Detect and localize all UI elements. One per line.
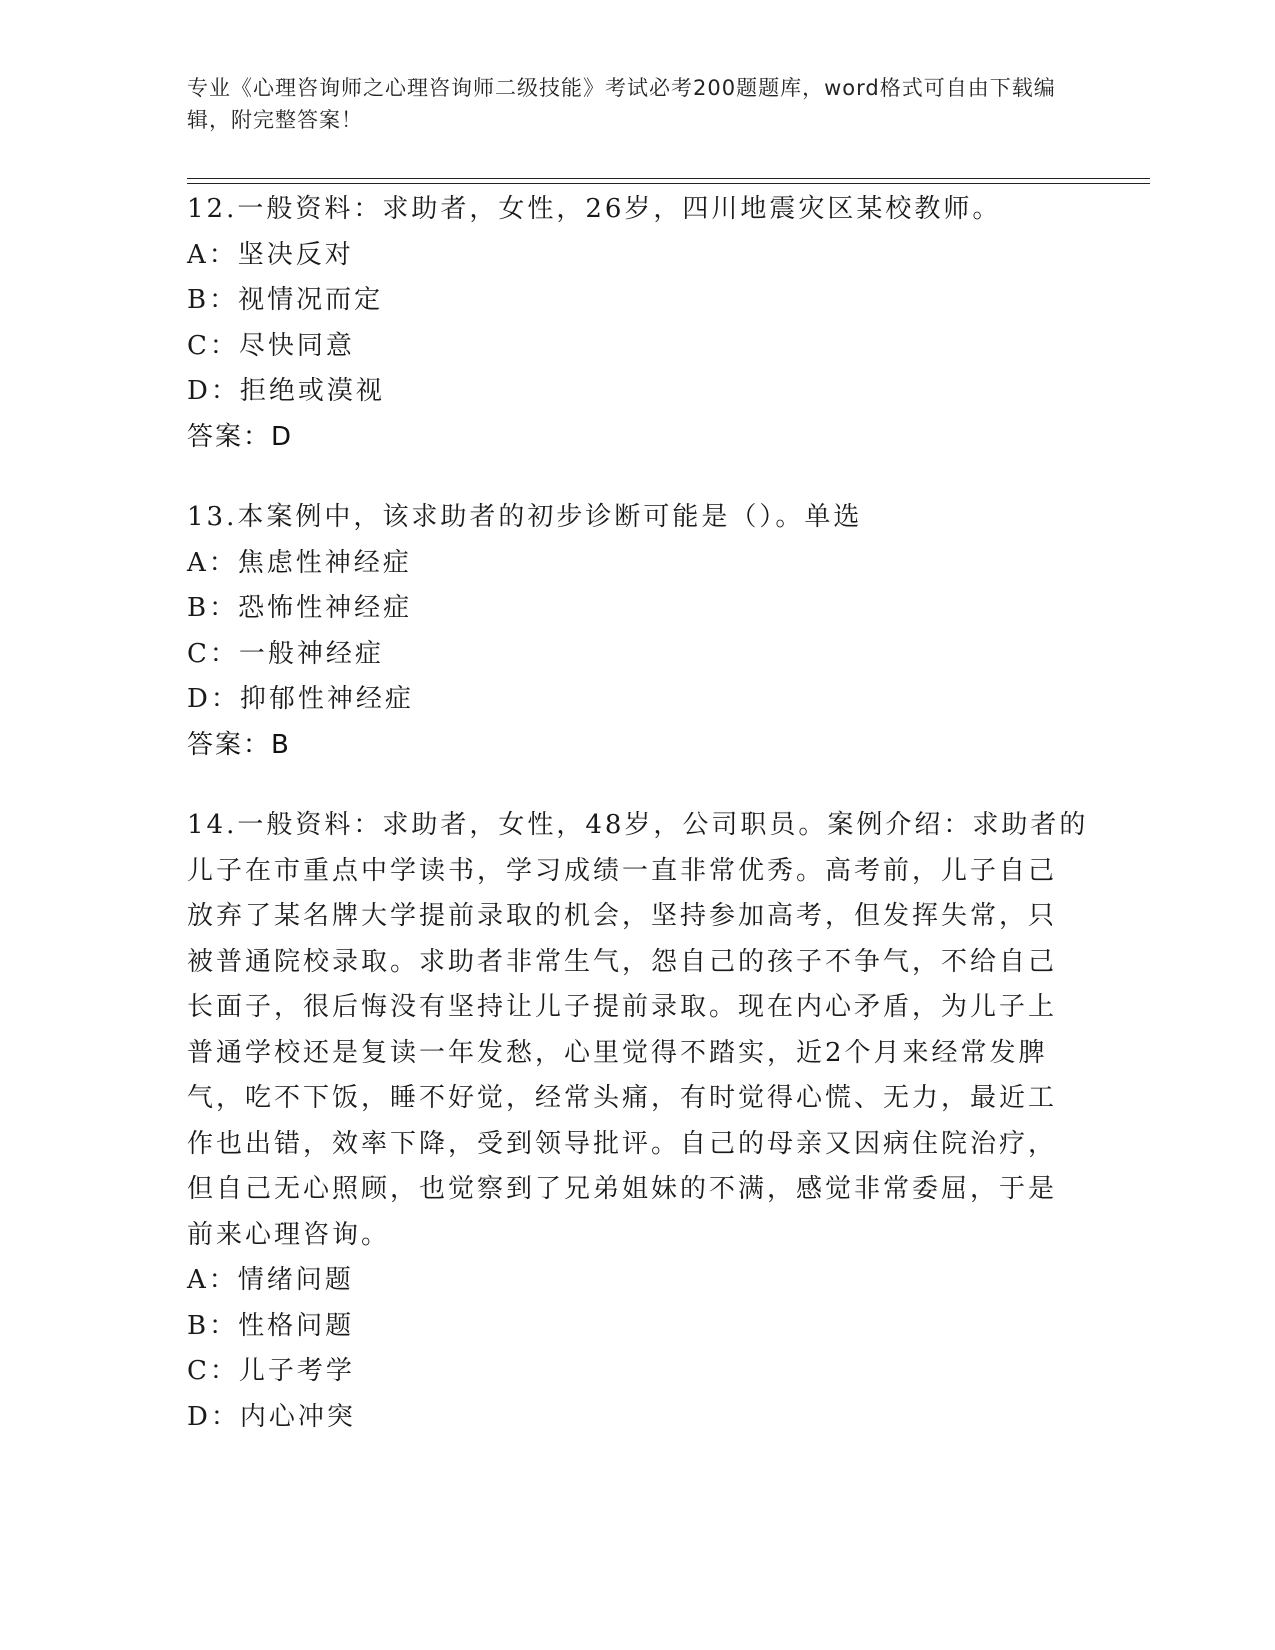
question-stem-line: 放弃了某名牌大学提前录取的机会，坚持参加高考，但发挥失常，只 bbox=[187, 901, 1058, 931]
question-stem-line: 长面子，很后悔没有坚持让儿子提前录取。现在内心矛盾，为儿子上 bbox=[187, 992, 1058, 1022]
option-b: B：性格问题 bbox=[187, 1310, 355, 1341]
question-stem-line: 但自己无心照顾，也觉察到了兄弟姐妹的不满，感觉非常委屈，于是 bbox=[187, 1174, 1058, 1204]
question-stem-line: 普通学校还是复读一年发愁，心里觉得不踏实，近2个月来经常发脾 bbox=[187, 1037, 1048, 1068]
question-stem-line: 12.一般资料：求助者，女性，26岁，四川地震灾区某校教师。 bbox=[187, 194, 1002, 224]
option-d: D：内心冲突 bbox=[187, 1401, 356, 1432]
question-list bbox=[187, 187, 1087, 1475]
option-b: B：恐怖性神经症 bbox=[187, 593, 413, 623]
option-b: B：视情况而定 bbox=[187, 285, 384, 315]
question-stem-line: 14.一般资料：求助者，女性，48岁，公司职员。案例介绍：求助者的 bbox=[187, 810, 1089, 840]
question-stem-line: 13.本案例中，该求助者的初步诊断可能是（）。单选 bbox=[187, 502, 863, 532]
answer-label: 答案：D bbox=[187, 421, 294, 452]
option-c: C：尽快同意 bbox=[187, 330, 355, 361]
question-stem-line: 作也出错，效率下降，受到领导批评。自己的母亲又因病住院治疗， bbox=[187, 1128, 1058, 1159]
option-a: A：焦虑性神经症 bbox=[187, 547, 412, 578]
header-rule-top bbox=[187, 178, 1150, 179]
header-rule-bottom bbox=[187, 183, 1150, 184]
question-stem-line: 前来心理咨询。 bbox=[187, 1219, 391, 1250]
question-12 bbox=[187, 187, 1087, 460]
question-13 bbox=[187, 495, 1087, 768]
option-c: C：一般神经症 bbox=[187, 638, 384, 669]
question-stem-line: 气，吃不下饭，睡不好觉，经常头痛，有时觉得心慌、无力，最近工 bbox=[187, 1083, 1058, 1113]
option-d: D：拒绝或漠视 bbox=[187, 376, 385, 406]
document-header bbox=[187, 72, 1067, 136]
option-d: D：抑郁性神经症 bbox=[187, 684, 414, 714]
option-a: A：情绪问题 bbox=[187, 1265, 354, 1295]
question-stem-line: 被普通院校录取。求助者非常生气，怨自己的孩子不争气，不给自己 bbox=[187, 946, 1058, 977]
option-c: C：儿子考学 bbox=[187, 1356, 355, 1386]
answer-label: 答案：B bbox=[187, 729, 291, 760]
header-text: 专业《心理咨询师之心理咨询师二级技能》考试必考200题题库，word格式可自由下载编辑，附完整答案！ bbox=[187, 76, 1056, 132]
question-stem-line: 儿子在市重点中学读书，学习成绩一直非常优秀。高考前，儿子自己 bbox=[187, 855, 1058, 886]
question-14 bbox=[187, 803, 1087, 1440]
option-a: A：坚决反对 bbox=[187, 239, 354, 270]
